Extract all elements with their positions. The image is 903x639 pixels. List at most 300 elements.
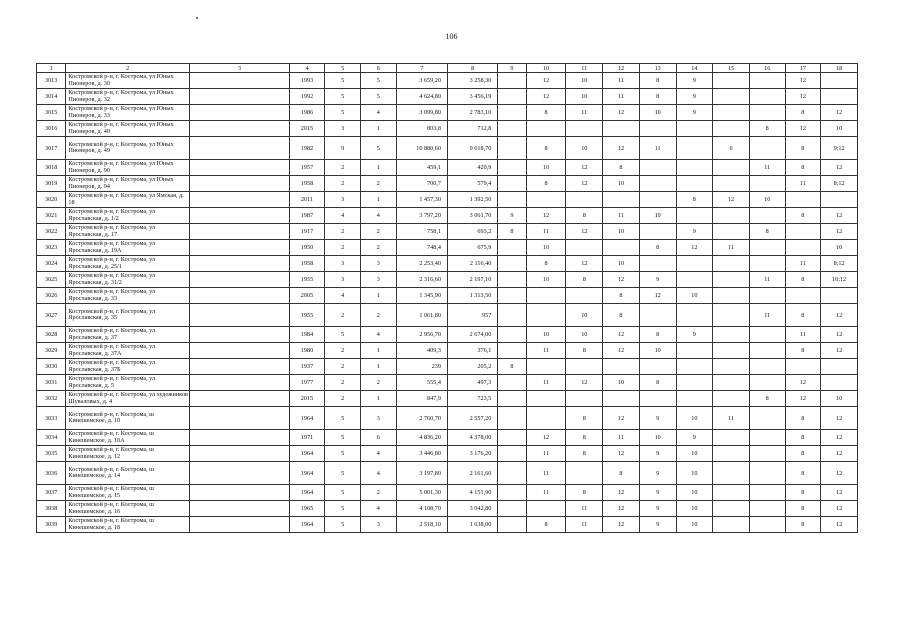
table-body [37, 73, 858, 533]
table-cell: 4 [325, 288, 361, 304]
area-cell: 2 760,70 [396, 407, 447, 430]
table-cell [713, 121, 750, 137]
table-cell [676, 359, 713, 375]
table-cell [749, 501, 785, 517]
table-cell [713, 485, 750, 501]
area-cell: 1 638,00 [447, 517, 497, 533]
table-cell: 12 [821, 224, 858, 240]
column-header: 10 [526, 64, 566, 73]
table-cell: 8 [566, 272, 603, 288]
table-cell: 12 [603, 407, 640, 430]
row-number-cell: 3021 [37, 208, 66, 224]
area-cell: 4 836,20 [396, 430, 447, 446]
table-cell: 5 [325, 501, 361, 517]
table-cell: 8 [566, 343, 603, 359]
table-cell [190, 517, 290, 533]
table-cell: 1964 [289, 446, 325, 462]
area-cell: 3 446,80 [396, 446, 447, 462]
table-row [37, 192, 858, 208]
row-number-cell: 3013 [37, 73, 66, 89]
table-cell: 10 [676, 485, 713, 501]
table-cell: 10 [821, 240, 858, 256]
table-cell [749, 430, 785, 446]
table-cell: 5 [325, 517, 361, 533]
table-cell: 1965 [289, 501, 325, 517]
table-cell: 1937 [289, 359, 325, 375]
area-cell: 2 161,60 [447, 462, 497, 485]
table-cell: 5 [360, 73, 396, 89]
table-cell: 11 [526, 375, 566, 391]
table-row [37, 256, 858, 272]
table-cell: 9 [676, 89, 713, 105]
row-number-cell: 3019 [37, 176, 66, 192]
table-cell [639, 224, 676, 240]
table-cell [566, 192, 603, 208]
address-cell: Костромской р-н, г. Кострома, ул Ярославская, д. 33 [66, 288, 190, 304]
table-cell: 10 [526, 240, 566, 256]
table-cell [526, 192, 566, 208]
table-cell: 2015 [289, 121, 325, 137]
table-cell [190, 343, 290, 359]
area-cell: 409,3 [396, 343, 447, 359]
table-cell [190, 89, 290, 105]
table-row [37, 73, 858, 89]
table-cell [190, 375, 290, 391]
table-row [37, 105, 858, 121]
table-cell [498, 462, 526, 485]
table-cell [190, 501, 290, 517]
table-cell: 10 [639, 105, 676, 121]
table-cell [676, 304, 713, 327]
row-number-cell: 3030 [37, 359, 66, 375]
table-cell [190, 73, 290, 89]
area-cell: 1 061,80 [396, 304, 447, 327]
table-cell [749, 462, 785, 485]
table-cell [190, 256, 290, 272]
area-cell: 1 392,50 [447, 192, 497, 208]
table-cell: 9 [325, 137, 361, 160]
table-cell: 8 [566, 208, 603, 224]
table-cell [639, 359, 676, 375]
table-cell: 9 [498, 208, 526, 224]
table-cell: 5 [325, 407, 361, 430]
area-cell: 4 378,00 [447, 430, 497, 446]
table-cell: 8;12 [821, 256, 858, 272]
table-cell: 9 [639, 485, 676, 501]
table-cell: 10 [821, 121, 858, 137]
table-cell [821, 288, 858, 304]
table-cell [190, 240, 290, 256]
table-cell: 12 [566, 375, 603, 391]
table-cell [713, 73, 750, 89]
table-cell: 3 [360, 256, 396, 272]
table-cell [713, 208, 750, 224]
address-cell: Костромской р-н, г. Кострома, ш Кинешемское, д. 10 [66, 407, 190, 430]
table-cell: 10 [526, 160, 566, 176]
table-row [37, 462, 858, 485]
table-cell: 5 [325, 430, 361, 446]
table-row [37, 176, 858, 192]
area-cell: 2 956,70 [396, 327, 447, 343]
table-cell: 2 [325, 343, 361, 359]
table-cell: 12 [821, 304, 858, 327]
area-cell: 675,9 [447, 240, 497, 256]
address-cell: Костромской р-н, г. Кострома, ш Кинешемское, д. 18 [66, 517, 190, 533]
table-cell [498, 272, 526, 288]
table-row [37, 288, 858, 304]
table-cell [713, 105, 750, 121]
table-cell: 1 [360, 359, 396, 375]
area-cell: 459,1 [396, 160, 447, 176]
table-cell [713, 256, 750, 272]
table-cell [526, 304, 566, 327]
area-cell: 2 116,40 [447, 256, 497, 272]
table-cell: 10 [603, 176, 640, 192]
table-cell [190, 462, 290, 485]
table-cell [785, 359, 821, 375]
table-row [37, 517, 858, 533]
area-cell: 2 557,20 [447, 407, 497, 430]
table-cell [749, 407, 785, 430]
table-cell: 12 [821, 407, 858, 430]
table-cell: 11 [566, 501, 603, 517]
table-cell: 3 [325, 192, 361, 208]
table-cell: 3 [360, 517, 396, 533]
area-cell: 3 042,80 [447, 501, 497, 517]
area-cell: 579,4 [447, 176, 497, 192]
area-cell: 9 618,70 [447, 137, 497, 160]
table-cell [713, 446, 750, 462]
table-cell: 11 [713, 240, 750, 256]
table-cell: 11 [713, 407, 750, 430]
table-cell: 1 [360, 121, 396, 137]
table-cell [498, 501, 526, 517]
table-cell [749, 446, 785, 462]
row-number-cell: 3014 [37, 89, 66, 105]
table-cell [190, 105, 290, 121]
table-cell [603, 391, 640, 407]
table-cell [498, 121, 526, 137]
table-cell: 1 [360, 160, 396, 176]
column-header: 8 [447, 64, 497, 73]
row-number-cell: 3034 [37, 430, 66, 446]
table-cell [749, 485, 785, 501]
table-cell [676, 375, 713, 391]
area-cell: 3 061,70 [447, 208, 497, 224]
table-cell [785, 240, 821, 256]
table-cell: 11 [526, 485, 566, 501]
table-cell: 1971 [289, 430, 325, 446]
table-cell: 11 [526, 462, 566, 485]
table-cell [749, 208, 785, 224]
area-cell: 376,1 [447, 343, 497, 359]
table-cell: 2 [325, 304, 361, 327]
table-cell [498, 89, 526, 105]
housing-register-table [36, 63, 858, 533]
table-cell: 5 [325, 89, 361, 105]
table-cell: 12 [603, 327, 640, 343]
area-cell: 693,2 [447, 224, 497, 240]
address-cell: Костромской р-н, г. Кострома, ул Юных Пионеров, д. 94 [66, 176, 190, 192]
table-cell: 10 [676, 462, 713, 485]
table-cell [749, 327, 785, 343]
table-cell: 3 [360, 272, 396, 288]
area-cell: 2 783,10 [447, 105, 497, 121]
table-cell: 1 [360, 192, 396, 208]
table-cell: 11 [603, 430, 640, 446]
address-cell: Костромской р-н, г. Кострома, ул Юных Пионеров, д. 33 [66, 105, 190, 121]
address-cell: Костромской р-н, г. Кострома, ш Кинешемское, д. 12 [66, 446, 190, 462]
table-row [37, 343, 858, 359]
table-cell: 12 [821, 105, 858, 121]
table-cell [713, 517, 750, 533]
address-cell: Костромской р-н, г. Кострома, ул Ярославская, д. 1/2 [66, 208, 190, 224]
table-cell [785, 192, 821, 208]
table-cell: 2 [325, 375, 361, 391]
table-cell [190, 224, 290, 240]
table-cell [190, 485, 290, 501]
table-cell [190, 446, 290, 462]
address-cell: Костромской р-н, г. Кострома, ул художников Шуваловых, д. 4 [66, 391, 190, 407]
table-cell [749, 105, 785, 121]
table-row [37, 160, 858, 176]
table-cell: 12 [603, 485, 640, 501]
table-cell [190, 272, 290, 288]
table-cell: 3 [360, 407, 396, 430]
table-cell: 1992 [289, 89, 325, 105]
table-cell [749, 89, 785, 105]
table-cell: 10 [603, 224, 640, 240]
table-cell: 8 [566, 407, 603, 430]
row-number-cell: 3015 [37, 105, 66, 121]
table-row [37, 240, 858, 256]
table-cell: 9 [639, 501, 676, 517]
table-cell: 11 [749, 272, 785, 288]
address-cell: Костромской р-н, г. Кострома, ул Ярославская, д. 37Б [66, 359, 190, 375]
table-cell: 11 [603, 89, 640, 105]
table-cell: 2 [325, 224, 361, 240]
area-cell: 1 345,90 [396, 288, 447, 304]
address-cell: Костромской р-н, г. Кострома, ул Юных Пионеров, д. 30 [66, 73, 190, 89]
table-cell: 10;12 [821, 272, 858, 288]
table-cell: 5 [360, 89, 396, 105]
table-cell [821, 89, 858, 105]
table-cell [713, 462, 750, 485]
area-cell: 4 624,80 [396, 89, 447, 105]
table-cell [190, 359, 290, 375]
table-cell: 8 [785, 208, 821, 224]
table-cell: 4 [360, 446, 396, 462]
table-cell: 1955 [289, 272, 325, 288]
table-cell: 11 [785, 327, 821, 343]
table-cell [498, 137, 526, 160]
area-cell: 2 197,10 [447, 272, 497, 288]
table-cell: 12 [821, 501, 858, 517]
table-cell [639, 176, 676, 192]
table-cell [498, 327, 526, 343]
table-cell: 2 [325, 176, 361, 192]
table-cell: 2005 [289, 288, 325, 304]
table-cell: 2 [360, 224, 396, 240]
table-cell [190, 208, 290, 224]
table-cell: 12 [603, 137, 640, 160]
table-cell: 1964 [289, 462, 325, 485]
table-cell: 8 [676, 192, 713, 208]
table-cell: 10 [526, 327, 566, 343]
table-cell [498, 446, 526, 462]
table-cell: 1977 [289, 375, 325, 391]
table-cell [603, 121, 640, 137]
area-cell: 803,8 [396, 121, 447, 137]
table-cell [713, 160, 750, 176]
table-cell: 5 [325, 485, 361, 501]
table-cell: 1982 [289, 137, 325, 160]
table-cell [190, 192, 290, 208]
table-cell: 1955 [289, 304, 325, 327]
table-cell [190, 160, 290, 176]
table-cell [713, 375, 750, 391]
table-cell [749, 176, 785, 192]
column-header: 15 [713, 64, 750, 73]
table-cell [190, 176, 290, 192]
table-cell: 1964 [289, 407, 325, 430]
table-cell: 9 [676, 224, 713, 240]
table-cell: 8 [526, 517, 566, 533]
table-cell: 11 [603, 208, 640, 224]
table-cell [498, 391, 526, 407]
table-cell [639, 121, 676, 137]
table-cell [676, 208, 713, 224]
area-cell: 497,3 [447, 375, 497, 391]
table-cell [639, 160, 676, 176]
table-cell [190, 121, 290, 137]
table-cell: 1 [360, 288, 396, 304]
table-cell: 2 [360, 240, 396, 256]
table-cell: 12 [526, 208, 566, 224]
table-cell: 11 [785, 176, 821, 192]
table-cell: 8 [749, 391, 785, 407]
table-cell: 8 [785, 446, 821, 462]
table-row [37, 407, 858, 430]
table-cell: 9 [639, 517, 676, 533]
table-cell [713, 359, 750, 375]
table-cell: 8 [526, 256, 566, 272]
table-cell: 10 [676, 501, 713, 517]
table-cell [749, 256, 785, 272]
column-header: 5 [325, 64, 361, 73]
column-header: 13 [639, 64, 676, 73]
table-cell [713, 288, 750, 304]
area-cell: 748,4 [396, 240, 447, 256]
table-cell: 10 [566, 137, 603, 160]
table-cell: 5 [360, 137, 396, 160]
table-cell: 10 [821, 391, 858, 407]
table-cell: 3 [325, 272, 361, 288]
table-cell: 1964 [289, 485, 325, 501]
table-cell [566, 391, 603, 407]
table-cell: 12 [785, 89, 821, 105]
table-cell: 8 [603, 160, 640, 176]
table-cell [190, 288, 290, 304]
table-cell: 4 [325, 208, 361, 224]
table-cell [713, 304, 750, 327]
table-cell [676, 176, 713, 192]
column-header: 7 [396, 64, 447, 73]
row-number-cell: 3038 [37, 501, 66, 517]
table-cell [749, 375, 785, 391]
table-cell: 12 [785, 391, 821, 407]
table-cell [785, 288, 821, 304]
table-cell: 1950 [289, 240, 325, 256]
area-cell: 723,5 [447, 391, 497, 407]
table-row [37, 224, 858, 240]
table-cell: 2 [325, 160, 361, 176]
table-cell: 10 [676, 407, 713, 430]
table-cell: 9 [639, 462, 676, 485]
column-header: 14 [676, 64, 713, 73]
area-cell: 758,1 [396, 224, 447, 240]
table-cell: 11 [603, 73, 640, 89]
table-cell [713, 391, 750, 407]
address-cell: Костромской р-н, г. Кострома, ул Ярославская, д. 17 [66, 224, 190, 240]
table-cell [749, 517, 785, 533]
table-cell: 8 [785, 105, 821, 121]
table-cell [566, 462, 603, 485]
table-cell [498, 105, 526, 121]
table-cell [498, 160, 526, 176]
table-cell: 12 [821, 517, 858, 533]
area-cell: 3 258,30 [447, 73, 497, 89]
table-cell: 12 [713, 192, 750, 208]
table-cell: 12 [785, 375, 821, 391]
area-cell: 2 316,60 [396, 272, 447, 288]
table-row [37, 501, 858, 517]
address-cell: Костромской р-н, г. Кострома, ул Ярославская, д. 25/1 [66, 256, 190, 272]
table-cell [639, 304, 676, 327]
table-cell: 1958 [289, 256, 325, 272]
table-cell: 2 [325, 240, 361, 256]
address-cell: Костромской р-н, г. Кострома, ул Ярославская, д. 35 [66, 304, 190, 327]
table-cell: 4 [360, 501, 396, 517]
table-cell [190, 304, 290, 327]
table-cell: 12 [566, 160, 603, 176]
table-cell: 11 [749, 160, 785, 176]
row-number-cell: 3033 [37, 407, 66, 430]
table-cell [526, 359, 566, 375]
table-cell [190, 327, 290, 343]
table-cell [821, 192, 858, 208]
table-cell: 1 [360, 391, 396, 407]
table-cell [749, 137, 785, 160]
table-cell [639, 391, 676, 407]
table-cell: 2 [360, 485, 396, 501]
column-header: 16 [749, 64, 785, 73]
area-cell: 5 001,30 [396, 485, 447, 501]
table-cell: 12 [603, 343, 640, 359]
table-cell: 10 [603, 256, 640, 272]
table-cell: 9 [639, 446, 676, 462]
table-cell: 8 [785, 137, 821, 160]
table-cell: 10 [676, 517, 713, 533]
address-cell: Костромской р-н, г. Кострома, ул Юных Пионеров, д. 40 [66, 121, 190, 137]
table-cell: 6 [360, 430, 396, 446]
table-cell: 8 [603, 288, 640, 304]
table-cell [526, 121, 566, 137]
area-cell: 2 518,10 [396, 517, 447, 533]
row-number-cell: 3024 [37, 256, 66, 272]
table-cell [498, 430, 526, 446]
table-cell [749, 73, 785, 89]
